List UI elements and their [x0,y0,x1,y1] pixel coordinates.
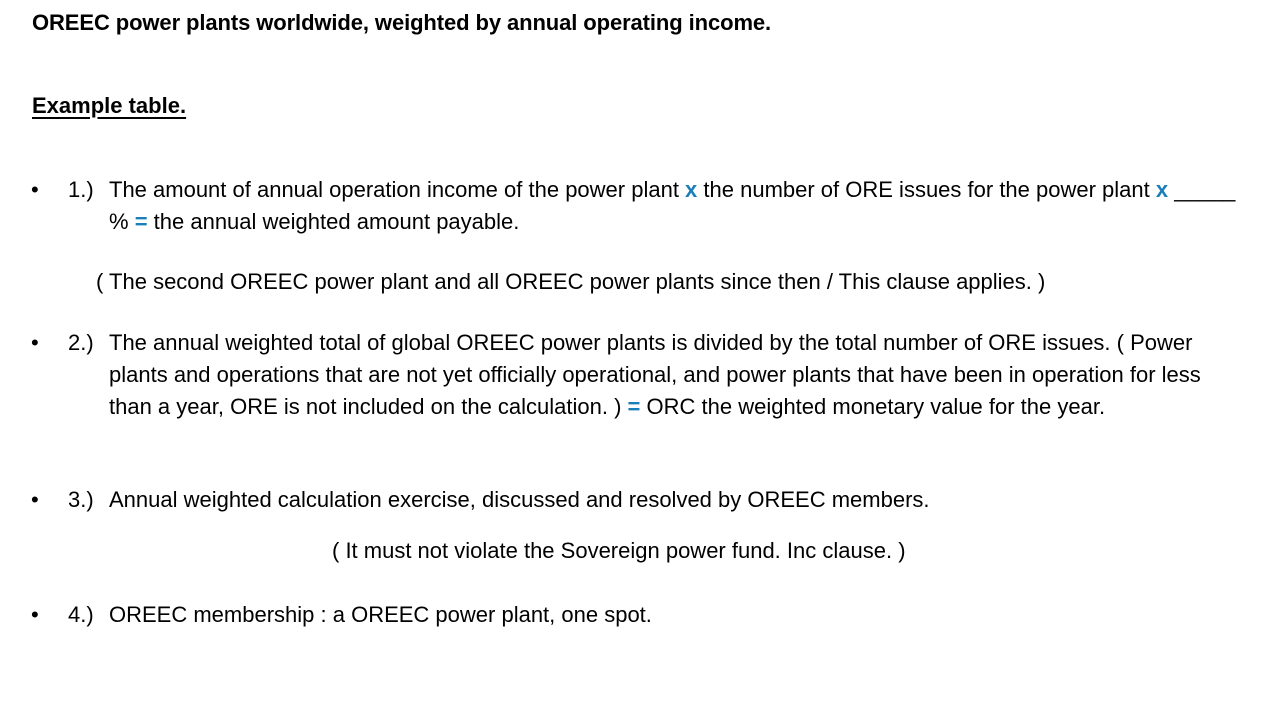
slide-subtitle: Example table. [32,93,187,118]
slide-title: OREEC power plants worldwide, weighted by annual operating income. [32,10,772,35]
item-2-text-part: The annual weighted total of global OREEC power plants is divided by the total number of ORE issues. ( Power plants and operations that are not yet officially operational, and power plants that have been in operation for less than a year, ORE is not included on the calculation. ) [109,330,1201,419]
item-4-number: 4.) [68,602,94,627]
item-3-text: Annual weighted calculation exercise, discussed and resolved by OREEC members. [109,487,930,512]
bullet-4: • [31,602,39,627]
item-1-text [109,174,1238,238]
equals-operator: = [627,394,641,419]
item-4-text: OREEC membership : a OREEC power plant, one spot. [109,602,652,627]
item-1-text-part: the number of ORE issues for the power plant [697,177,1156,202]
item-3-number: 3.) [68,487,94,512]
item-2-text-part: ORC the weighted monetary value for the year. [640,394,1106,419]
item-2-number: 2.) [68,330,94,355]
list-item-2 [68,327,1238,423]
multiply-operator: x [1155,177,1169,202]
multiply-operator: x [685,177,698,202]
bullet-2: • [31,330,39,355]
item-1-text-part: the annual weighted amount payable. [147,209,520,234]
clause-note-1: ( The second OREEC power plant and all OREEC power plants since then / This clause applies. ) [96,269,1046,294]
equals-operator: = [134,209,148,234]
list-item-3 [68,484,1238,516]
clause-note-2: ( It must not violate the Sovereign power fund. Inc clause. ) [332,538,906,563]
list-item-4 [68,599,1238,631]
bullet-1: • [31,177,39,202]
bullet-3: • [31,487,39,512]
item-1-number: 1.) [68,177,94,202]
item-2-text [109,327,1238,423]
percent-blank: _____ % [109,177,1236,234]
item-1-text-part: The amount of annual operation income of the power plant [109,177,686,202]
list-item-1 [68,174,1238,238]
